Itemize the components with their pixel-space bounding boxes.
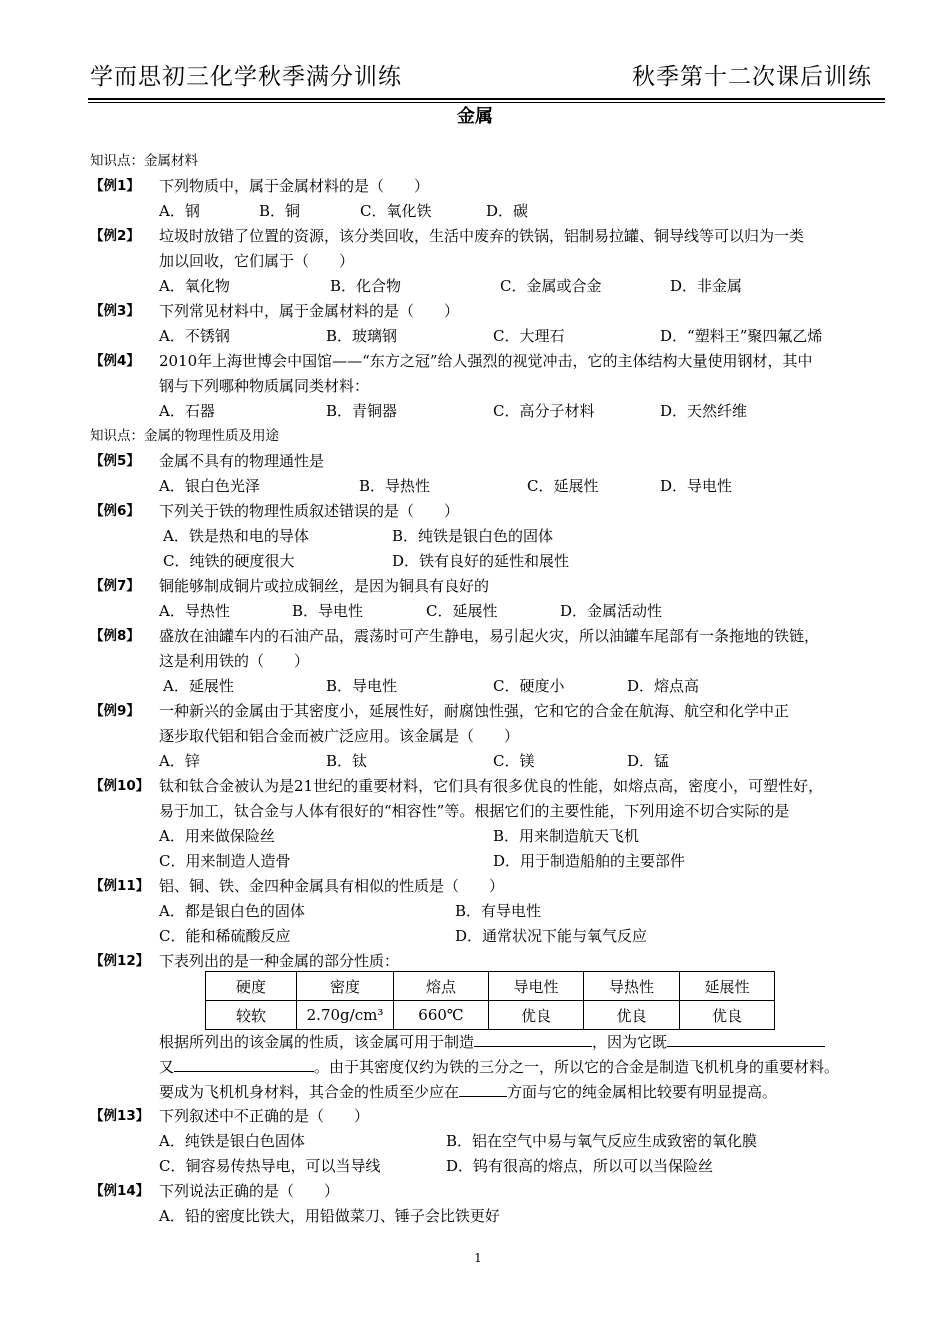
- question-text: 加以回收，它们属于（ ）: [159, 252, 355, 270]
- fill-in-line: [159, 1081, 777, 1102]
- header-rule: [88, 98, 885, 100]
- option-b: B．纯铁是银白色的固体: [392, 527, 554, 545]
- option-a: A．石器: [159, 402, 215, 420]
- properties-table: [205, 971, 775, 1030]
- option-c: C．硬度小: [493, 677, 565, 695]
- option-c: C．能和稀硫酸反应: [159, 927, 291, 945]
- fill-in-line: [159, 1031, 825, 1052]
- answer-blank[interactable]: [174, 1056, 314, 1072]
- example-tag: 【例4】: [90, 353, 140, 369]
- example-tag: 【例9】: [90, 703, 140, 719]
- option-b: B．钛: [326, 752, 368, 770]
- option-b: B．用来制造航天飞机: [493, 827, 640, 845]
- option-a: A．导热性: [159, 602, 230, 620]
- option-c: C．高分子材料: [493, 402, 595, 420]
- question-text: 铜能够制成铜片或拉成铜丝，是因为铜具有良好的: [159, 577, 490, 595]
- example-tag: 【例1】: [90, 178, 140, 194]
- question-text: 这是利用铁的（ ）: [159, 652, 310, 670]
- table-row: [206, 1001, 775, 1030]
- option-b: B．导电性: [326, 677, 398, 695]
- example-tag: 【例8】: [90, 628, 140, 644]
- table-cell: 优良: [489, 1001, 584, 1030]
- example-tag: 【例10】: [90, 778, 150, 794]
- question-text: 下列叙述中不正确的是（ ）: [159, 1107, 370, 1125]
- option-a: A．用来做保险丝: [159, 827, 275, 845]
- option-b: B．青铜器: [326, 402, 398, 420]
- table-cell: 660℃: [394, 1001, 489, 1030]
- answer-blank[interactable]: [474, 1031, 592, 1047]
- option-a: A．钢: [159, 202, 200, 220]
- option-d: D．金属活动性: [560, 602, 663, 620]
- fill-text: 根据所列出的该金属的性质，该金属可用于制造: [159, 1033, 475, 1051]
- option-c: C．延展性: [527, 477, 599, 495]
- option-c: C．金属或合金: [500, 277, 602, 295]
- example-tag: 【例14】: [90, 1183, 150, 1199]
- question-text: 金属不具有的物理通性是: [159, 452, 325, 470]
- option-d: D．导电性: [660, 477, 733, 495]
- table-header-cell: 硬度: [206, 972, 297, 1001]
- table-cell: 较软: [206, 1001, 297, 1030]
- option-c: C．用来制造人造骨: [159, 852, 291, 870]
- page-number: 1: [474, 1251, 482, 1265]
- example-tag: 【例11】: [90, 878, 150, 894]
- question-text: 2010年上海世博会中国馆——“东方之冠”给人强烈的视觉冲击，它的主体结构大量使用钢材，其中: [159, 352, 813, 370]
- header-rule-thin: [88, 102, 885, 103]
- option-a: A．不锈钢: [159, 327, 230, 345]
- example-tag: 【例5】: [90, 453, 140, 469]
- option-b: B．铜: [259, 202, 301, 220]
- option-b: B．铝在空气中易与氧气反应生成致密的氧化膜: [446, 1132, 758, 1150]
- fill-text: 方面与它的纯金属相比较要有明显提高。: [507, 1083, 778, 1101]
- example-tag: 【例2】: [90, 228, 140, 244]
- option-b: B．化合物: [330, 277, 402, 295]
- option-b: B．玻璃钢: [326, 327, 398, 345]
- table-header-cell: 延展性: [680, 972, 775, 1001]
- header-left: 学而思初三化学秋季满分训练: [90, 64, 402, 90]
- option-d: D．熔点高: [627, 677, 700, 695]
- option-a: A．铁是热和电的导体: [163, 527, 309, 545]
- example-tag: 【例7】: [90, 578, 140, 594]
- example-tag: 【例3】: [90, 303, 140, 319]
- option-d: D．非金属: [670, 277, 743, 295]
- table-header-cell: 导热性: [584, 972, 680, 1001]
- fill-text: 又: [159, 1058, 175, 1076]
- header-right: 秋季第十二次课后训练: [632, 64, 872, 90]
- answer-blank[interactable]: [459, 1081, 507, 1097]
- option-a: A．锌: [159, 752, 200, 770]
- option-d: D．钨有很高的熔点，所以可以当保险丝: [446, 1157, 714, 1175]
- fill-in-line: [159, 1056, 839, 1077]
- option-c: C．延展性: [426, 602, 498, 620]
- option-b: B．导热性: [359, 477, 431, 495]
- question-text: 铝、铜、铁、金四种金属具有相似的性质是（ ）: [159, 877, 505, 895]
- option-d: D．天然纤维: [660, 402, 748, 420]
- option-c: C．镁: [493, 752, 535, 770]
- question-text: 下列说法正确的是（ ）: [159, 1182, 340, 1200]
- option-c: C．纯铁的硬度很大: [163, 552, 295, 570]
- option-a: A．纯铁是银白色固体: [159, 1132, 305, 1150]
- answer-blank[interactable]: [667, 1031, 825, 1047]
- question-text: 下列物质中，属于金属材料的是（ ）: [159, 177, 430, 195]
- table-header-row: [206, 972, 775, 1001]
- fill-text: 要成为飞机机身材料，其合金的性质至少应在: [159, 1083, 460, 1101]
- knowledge-point: 知识点：金属材料: [90, 153, 198, 169]
- option-a: A．延展性: [163, 677, 234, 695]
- option-c: C．铜容易传热导电，可以当导线: [159, 1157, 381, 1175]
- option-c: C．氧化铁: [360, 202, 432, 220]
- option-a: A．银白色光泽: [159, 477, 260, 495]
- question-text: 下表列出的是一种金属的部分性质：: [159, 952, 400, 970]
- doc-title: 金属: [457, 106, 493, 127]
- table-header-cell: 熔点: [394, 972, 489, 1001]
- question-text: 盛放在油罐车内的石油产品，震荡时可产生静电，易引起火灾，所以油罐车尾部有一条拖地的铁链，: [159, 627, 820, 645]
- example-tag: 【例12】: [90, 953, 150, 969]
- option-a: A．铅的密度比铁大，用铅做菜刀、锤子会比铁更好: [159, 1207, 500, 1225]
- example-tag: 【例13】: [90, 1108, 150, 1124]
- question-text: 垃圾时放错了位置的资源，该分类回收，生活中废弃的铁锅，铝制易拉罐、铜导线等可以归为一类: [159, 227, 805, 245]
- option-d: D．通常状况下能与氧气反应: [455, 927, 648, 945]
- option-d: D．“塑料王”聚四氟乙烯: [660, 327, 823, 345]
- option-a: A．氧化物: [159, 277, 230, 295]
- table-cell: 优良: [584, 1001, 680, 1030]
- option-a: A．都是银白色的固体: [159, 902, 305, 920]
- example-tag: 【例6】: [90, 503, 140, 519]
- table-header-cell: 导电性: [489, 972, 584, 1001]
- fill-text: ，因为它既: [592, 1033, 668, 1051]
- option-c: C．大理石: [493, 327, 565, 345]
- question-text: 易于加工，钛合金与人体有很好的“相容性”等。根据它们的主要性能，下列用途不切合实际的是: [159, 802, 790, 820]
- table-cell: 2.70g/cm³: [297, 1001, 394, 1030]
- question-text: 下列关于铁的物理性质叙述错误的是（ ）: [159, 502, 460, 520]
- question-text: 一种新兴的金属由于其密度小，延展性好，耐腐蚀性强，它和它的合金在航海、航空和化学中正: [159, 702, 790, 720]
- option-d: D．铁有良好的延性和展性: [392, 552, 570, 570]
- option-d: D．用于制造船舶的主要部件: [493, 852, 686, 870]
- option-d: D．锰: [627, 752, 670, 770]
- table-header-cell: 密度: [297, 972, 394, 1001]
- option-b: B．有导电性: [455, 902, 542, 920]
- question-text: 钢与下列哪种物质属同类材料：: [159, 377, 370, 395]
- table-cell: 优良: [680, 1001, 775, 1030]
- option-d: D．碳: [486, 202, 529, 220]
- fill-text: 。由于其密度仅约为铁的三分之一，所以它的合金是制造飞机机身的重要材料。: [314, 1058, 840, 1076]
- question-text: 钛和钛合金被认为是21世纪的重要材料，它们具有很多优良的性能，如熔点高，密度小，可塑性好，: [159, 777, 824, 795]
- question-text: 下列常见材料中，属于金属材料的是（ ）: [159, 302, 460, 320]
- option-b: B．导电性: [292, 602, 364, 620]
- question-text: 逐步取代铝和铝合金而被广泛应用。该金属是（ ）: [159, 727, 520, 745]
- knowledge-point: 知识点：金属的物理性质及用途: [90, 428, 279, 444]
